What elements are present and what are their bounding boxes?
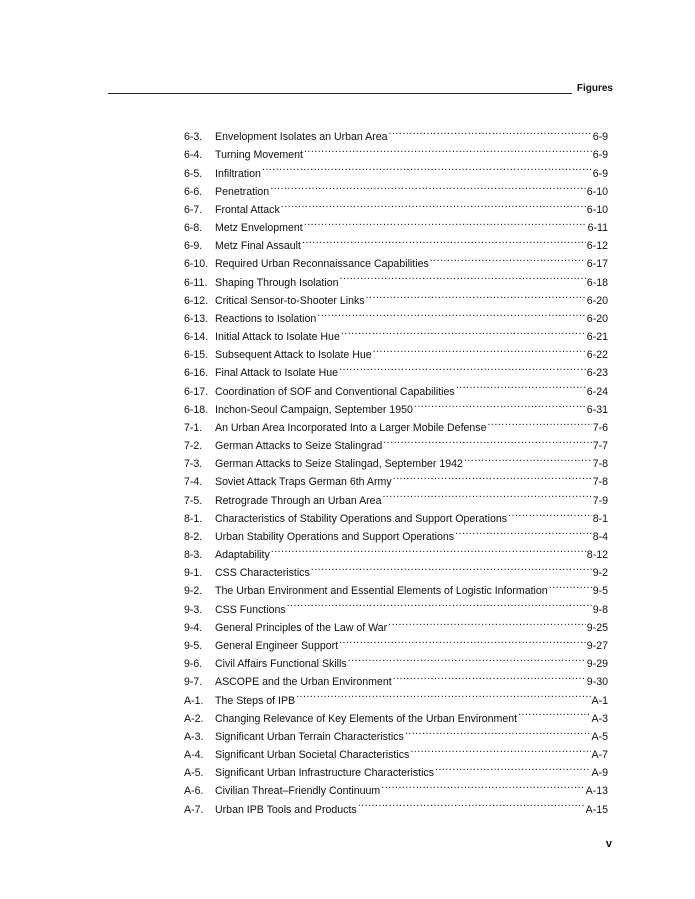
figure-title: CSS Functions <box>215 603 286 616</box>
dot-leader <box>518 704 590 722</box>
figure-title: The Steps of IPB <box>215 694 296 707</box>
figure-number: 9-3. <box>184 603 203 616</box>
figure-title: Inchon-Seoul Campaign, September 1950 <box>215 403 413 416</box>
dot-leader <box>358 794 585 812</box>
figure-number: A-3. <box>184 730 204 743</box>
figure-number: 6-10. <box>184 258 209 271</box>
figure-page: 6-9 <box>592 131 608 144</box>
figure-number: A-6. <box>184 785 204 798</box>
dot-leader <box>388 613 586 631</box>
dot-leader <box>487 413 591 431</box>
figure-title: Envelopment Isolates an Urban Area <box>215 131 388 144</box>
dot-leader <box>393 467 592 485</box>
figure-number: 9-2. <box>184 585 203 598</box>
dot-leader <box>348 649 586 667</box>
figure-title: Metz Envelopment <box>215 222 303 235</box>
dot-leader <box>317 304 586 322</box>
figure-number: 8-3. <box>184 549 203 562</box>
figure-title: Significant Urban Terrain Characteristics <box>215 730 404 743</box>
figure-title: German Attacks to Seize Stalingad, September 1942 <box>215 458 463 471</box>
dot-leader <box>414 395 586 413</box>
dot-leader <box>435 758 590 776</box>
figure-number: 6-11. <box>184 276 208 289</box>
figure-title: Required Urban Reconnaissance Capabilities <box>215 258 429 271</box>
dot-leader <box>296 685 590 703</box>
running-header-title: Figures <box>576 83 613 94</box>
dot-leader <box>455 522 592 540</box>
figure-title: Turning Movement <box>215 149 303 162</box>
figure-title: Infiltration <box>215 167 261 180</box>
figure-page: A-15 <box>585 803 608 816</box>
figure-page: A-5 <box>591 730 608 743</box>
figure-page: 6-17 <box>586 258 608 271</box>
figure-number: 6-8. <box>184 222 203 235</box>
figure-page: 6-20 <box>586 312 608 325</box>
figure-title: Adaptability <box>215 549 270 562</box>
figure-page: 9-30 <box>586 676 608 689</box>
dot-leader <box>549 576 592 594</box>
dot-leader <box>339 358 586 376</box>
figure-page: 7-8 <box>592 476 608 489</box>
figure-number: 9-1. <box>184 567 203 580</box>
dot-leader <box>373 340 586 358</box>
figure-page: 9-2 <box>592 567 608 580</box>
figure-title: The Urban Environment and Essential Elements of Logistic Information <box>215 585 548 598</box>
figure-number: 6-17. <box>184 385 209 398</box>
figures-list <box>184 122 608 816</box>
figure-title: Frontal Attack <box>215 203 280 216</box>
figure-page: A-1 <box>591 694 608 707</box>
dot-leader <box>383 431 591 449</box>
dot-leader <box>262 158 592 176</box>
dot-leader <box>464 449 592 467</box>
dot-leader <box>381 776 584 794</box>
figure-page: 6-9 <box>592 149 608 162</box>
dot-leader <box>302 231 586 249</box>
page-number: v <box>605 838 612 850</box>
figure-title: Significant Urban Societal Characteristics <box>215 749 410 762</box>
figure-number: 6-6. <box>184 185 203 198</box>
figure-page: 6-12 <box>586 240 608 253</box>
figure-page: 6-9 <box>592 167 608 180</box>
figure-number: 6-7. <box>184 203 203 216</box>
figure-page: 8-4 <box>592 530 608 543</box>
figure-page: 6-11 <box>587 222 608 235</box>
figure-title: Soviet Attack Traps German 6th Army <box>215 476 392 489</box>
figure-number: 6-16. <box>184 367 209 380</box>
figure-title: German Attacks to Seize Stalingrad <box>215 440 383 453</box>
figure-number: 6-9. <box>184 240 203 253</box>
figure-entry <box>184 122 608 144</box>
figure-page: 7-9 <box>592 494 608 507</box>
dot-leader <box>508 504 592 522</box>
figure-title: Civil Affairs Functional Skills <box>215 658 347 671</box>
dot-leader <box>304 140 592 158</box>
figure-title: An Urban Area Incorporated Into a Larger Mobile Defense <box>215 421 487 434</box>
figure-title: Coordination of SOF and Conventional Capabilities <box>215 385 455 398</box>
figure-number: 7-5. <box>184 494 203 507</box>
dot-leader <box>382 485 591 503</box>
dot-leader <box>339 631 586 649</box>
figure-number: 9-5. <box>184 639 203 652</box>
figure-number: 7-2. <box>184 440 203 453</box>
figure-number: 6-5. <box>184 167 203 180</box>
figure-title: Significant Urban Infrastructure Characteristics <box>215 767 435 780</box>
figure-title: Subsequent Attack to Isolate Hue <box>215 349 372 362</box>
figure-page: 6-22 <box>586 349 608 362</box>
figure-number: 7-1. <box>184 421 203 434</box>
dot-leader <box>340 267 586 285</box>
dot-leader <box>270 177 586 195</box>
figure-page: 7-8 <box>592 458 608 471</box>
figure-page: 6-21 <box>586 331 608 344</box>
figure-page: 6-10 <box>586 203 608 216</box>
figure-page: 9-29 <box>586 658 608 671</box>
figure-number: A-2. <box>184 712 204 725</box>
figure-page: 6-18 <box>586 276 608 289</box>
figure-page: 6-10 <box>586 185 608 198</box>
dot-leader <box>405 722 591 740</box>
dot-leader <box>311 558 592 576</box>
figure-title: Urban Stability Operations and Support Operations <box>215 530 455 543</box>
figure-title: Shaping Through Isolation <box>215 276 339 289</box>
figure-number: 8-1. <box>184 512 203 525</box>
figure-number: 6-15. <box>184 349 209 362</box>
figure-page: 8-1 <box>592 512 608 525</box>
figure-number: 9-7. <box>184 676 203 689</box>
figure-page: A-7 <box>591 749 608 762</box>
figure-page: 9-25 <box>586 621 608 634</box>
figure-title: Final Attack to Isolate Hue <box>215 367 339 380</box>
dot-leader <box>366 286 586 304</box>
figure-page: 7-6 <box>592 421 608 434</box>
figure-title: Metz Final Assault <box>215 240 301 253</box>
figure-number: 7-4. <box>184 476 203 489</box>
dot-leader <box>281 195 586 213</box>
figure-title: General Principles of the Law of War <box>215 621 388 634</box>
dot-leader <box>389 122 592 140</box>
figure-page: 9-27 <box>586 639 608 652</box>
figure-title: Civilian Threat–Friendly Continuum <box>215 785 381 798</box>
header-rule <box>108 93 572 94</box>
figure-title: Changing Relevance of Key Elements of the Urban Environment <box>215 712 518 725</box>
figure-title: ASCOPE and the Urban Environment <box>215 676 392 689</box>
figure-number: A-7. <box>184 803 204 816</box>
figure-number: 8-2. <box>184 530 203 543</box>
dot-leader <box>304 213 587 231</box>
figure-number: A-1. <box>184 694 204 707</box>
figure-title: Retrograde Through an Urban Area <box>215 494 382 507</box>
figure-title: Critical Sensor-to-Shooter Links <box>215 294 365 307</box>
figure-title: Reactions to Isolation <box>215 312 317 325</box>
figure-number: 6-14. <box>184 331 209 344</box>
figure-number: 6-18. <box>184 403 209 416</box>
figure-number: 6-13. <box>184 312 209 325</box>
figure-number: 7-3. <box>184 458 203 471</box>
dot-leader <box>410 740 590 758</box>
figure-page: A-3 <box>591 712 608 725</box>
figure-page: A-13 <box>585 785 608 798</box>
figure-page: 9-8 <box>592 603 608 616</box>
figure-page: 6-23 <box>586 367 608 380</box>
figure-page: 6-20 <box>586 294 608 307</box>
figure-title: Penetration <box>215 185 270 198</box>
figure-number: A-5. <box>184 767 204 780</box>
figure-title: CSS Characteristics <box>215 567 310 580</box>
figure-number: 9-4. <box>184 621 203 634</box>
dot-leader <box>430 249 586 267</box>
figure-number: 6-4. <box>184 149 203 162</box>
figure-page: 7-7 <box>592 440 608 453</box>
figure-number: 9-6. <box>184 658 203 671</box>
figure-title: Initial Attack to Isolate Hue <box>215 331 340 344</box>
dot-leader <box>271 540 586 558</box>
dot-leader <box>341 322 586 340</box>
figure-title: Characteristics of Stability Operations and Support Operations <box>215 512 508 525</box>
figure-page: A-9 <box>591 767 608 780</box>
dot-leader <box>393 667 586 685</box>
figure-page: 6-31 <box>586 403 608 416</box>
figure-number: A-4. <box>184 749 204 762</box>
dot-leader <box>287 594 592 612</box>
figure-number: 6-12. <box>184 294 209 307</box>
figure-title: Urban IPB Tools and Products <box>215 803 357 816</box>
figure-title: General Engineer Support <box>215 639 339 652</box>
figure-page: 8-12 <box>586 549 608 562</box>
figure-number: 6-3. <box>184 131 203 144</box>
figure-page: 6-24 <box>586 385 608 398</box>
figure-page: 9-5 <box>592 585 608 598</box>
dot-leader <box>456 376 586 394</box>
